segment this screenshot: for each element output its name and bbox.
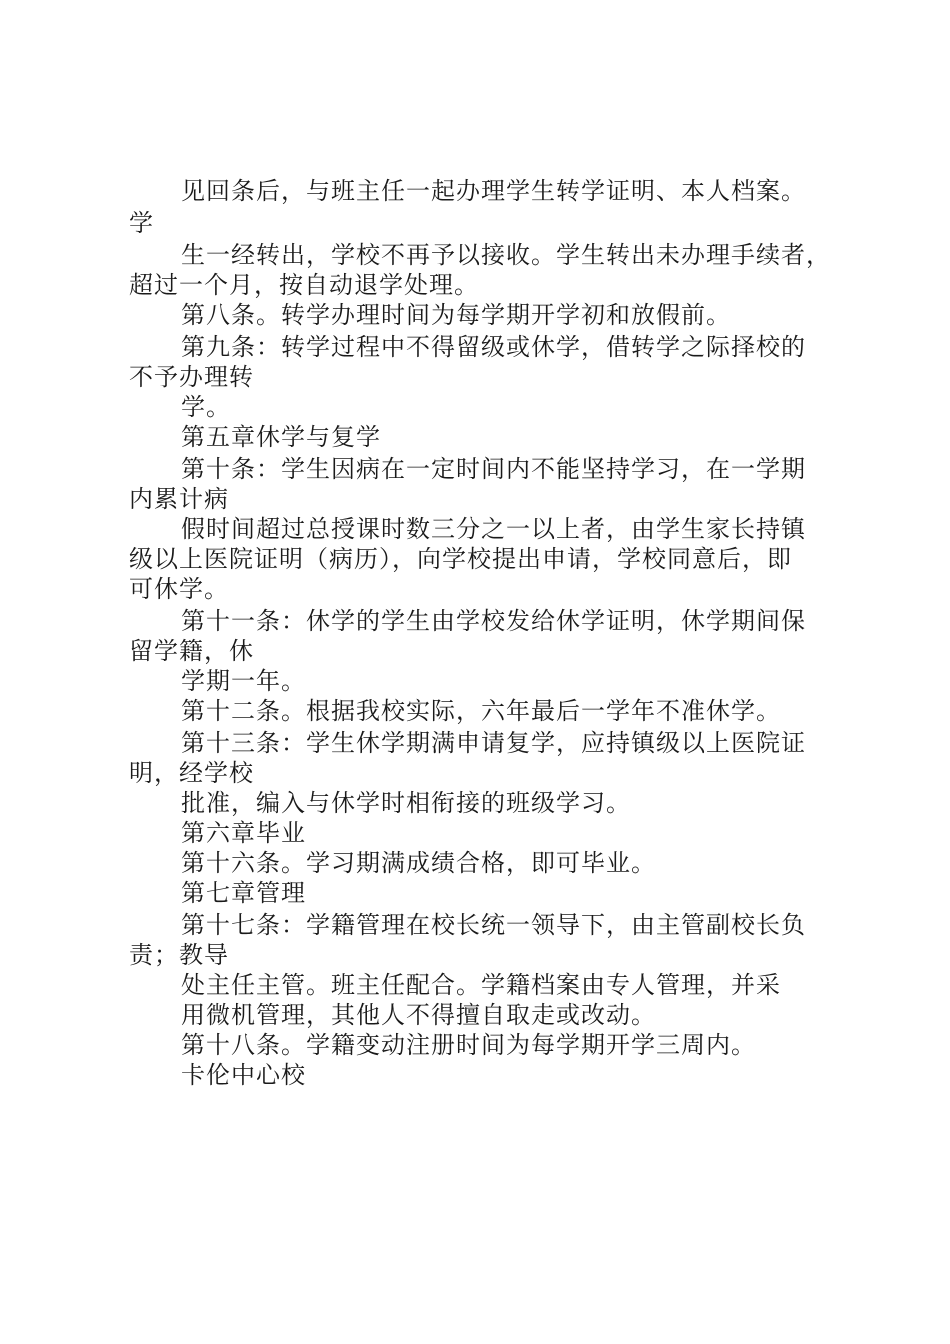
text-line: 处主任主管。班主任配合。学籍档案由专人管理，并采 [181,971,781,999]
text-line: 生一经转出，学校不再予以接收。学生转出未办理手续者， [181,241,831,269]
text-line: 明，经学校 [129,759,254,787]
text-line: 第十条：学生因病在一定时间内不能坚持学习，在一学期 [181,455,806,483]
text-line: 假时间超过总授课时数三分之一以上者，由学生家长持镇 [181,515,806,543]
text-line: 见回条后，与班主任一起办理学生转学证明、本人档案。 [181,177,806,205]
text-line: 留学籍，休 [129,637,254,665]
text-line: 级以上医院证明（病历），向学校提出申请，学校同意后，即 [129,545,792,573]
chapter-heading: 第五章休学与复学 [181,423,381,451]
text-line: 责；教导 [129,941,229,969]
text-line: 第十一条：休学的学生由学校发给休学证明，休学期间保 [181,607,806,635]
text-line: 第十三条：学生休学期满申请复学，应持镇级以上医院证 [181,729,806,757]
signature-line: 卡伦中心校 [181,1061,306,1089]
text-line: 第十八条。学籍变动注册时间为每学期开学三周内。 [181,1031,756,1059]
text-line: 第十六条。学习期满成绩合格，即可毕业。 [181,849,656,877]
chapter-heading: 第六章毕业 [181,819,306,847]
text-line: 第十七条：学籍管理在校长统一领导下，由主管副校长负 [181,911,806,939]
text-line: 内累计病 [129,485,229,513]
text-line: 超过一个月，按自动退学处理。 [129,271,479,299]
text-line: 学期一年。 [181,667,306,695]
text-line: 第十二条。根据我校实际，六年最后一学年不准休学。 [181,697,781,725]
text-line: 批准，编入与休学时相衔接的班级学习。 [181,789,631,817]
text-line: 学 [129,209,154,237]
text-line: 第九条：转学过程中不得留级或休学，借转学之际择校的 [181,333,806,361]
text-line: 不予办理转 [129,363,254,391]
text-line: 用微机管理，其他人不得擅自取走或改动。 [181,1001,656,1029]
text-line: 学。 [181,393,231,421]
text-line: 可休学。 [129,575,229,603]
text-line: 第八条。转学办理时间为每学期开学初和放假前。 [181,301,731,329]
chapter-heading: 第七章管理 [181,879,306,907]
